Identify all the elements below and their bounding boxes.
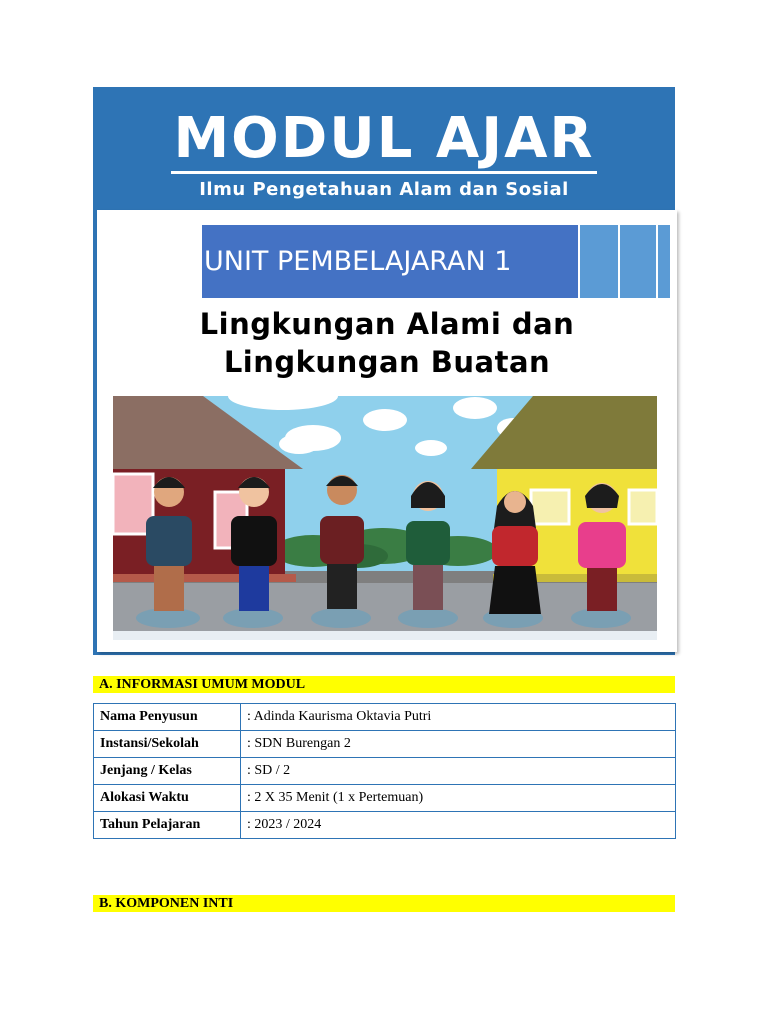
row-label: Tahun Pelajaran — [94, 812, 241, 839]
row-value: : Adinda Kaurisma Oktavia Putri — [241, 704, 676, 731]
row-value: : SDN Burengan 2 — [241, 731, 676, 758]
row-label: Instansi/Sekolah — [94, 731, 241, 758]
cover-subtitle: Ilmu Pengetahuan Alam dan Sosial — [199, 179, 569, 200]
topic-line-2: Lingkungan Buatan — [223, 345, 551, 379]
table-row — [94, 731, 676, 758]
table-row — [94, 785, 676, 812]
module-info-table — [93, 703, 676, 839]
cover-title: MODUL AJAR — [93, 107, 675, 171]
row-value: : SD / 2 — [241, 758, 676, 785]
row-label: Alokasi Waktu — [94, 785, 241, 812]
neighborhood-illustration — [113, 396, 657, 640]
section-b-heading: B. KOMPONEN INTI — [93, 895, 675, 912]
section-a-heading: A. INFORMASI UMUM MODUL — [93, 676, 675, 693]
table-row — [94, 758, 676, 785]
table-row — [94, 704, 676, 731]
table-row — [94, 812, 676, 839]
banner-block-3 — [656, 225, 670, 298]
row-value: : 2 X 35 Menit (1 x Pertemuan) — [241, 785, 676, 812]
banner-block-2 — [618, 225, 656, 298]
row-value: : 2023 / 2024 — [241, 812, 676, 839]
topic-line-1: Lingkungan Alami dan — [199, 307, 575, 341]
unit-banner: UNIT PEMBELAJARAN 1 — [202, 225, 578, 298]
topic-title — [97, 305, 677, 381]
row-label: Jenjang / Kelas — [94, 758, 241, 785]
row-label: Nama Penyusun — [94, 704, 241, 731]
banner-block-1 — [578, 225, 618, 298]
person-5 — [489, 491, 541, 614]
